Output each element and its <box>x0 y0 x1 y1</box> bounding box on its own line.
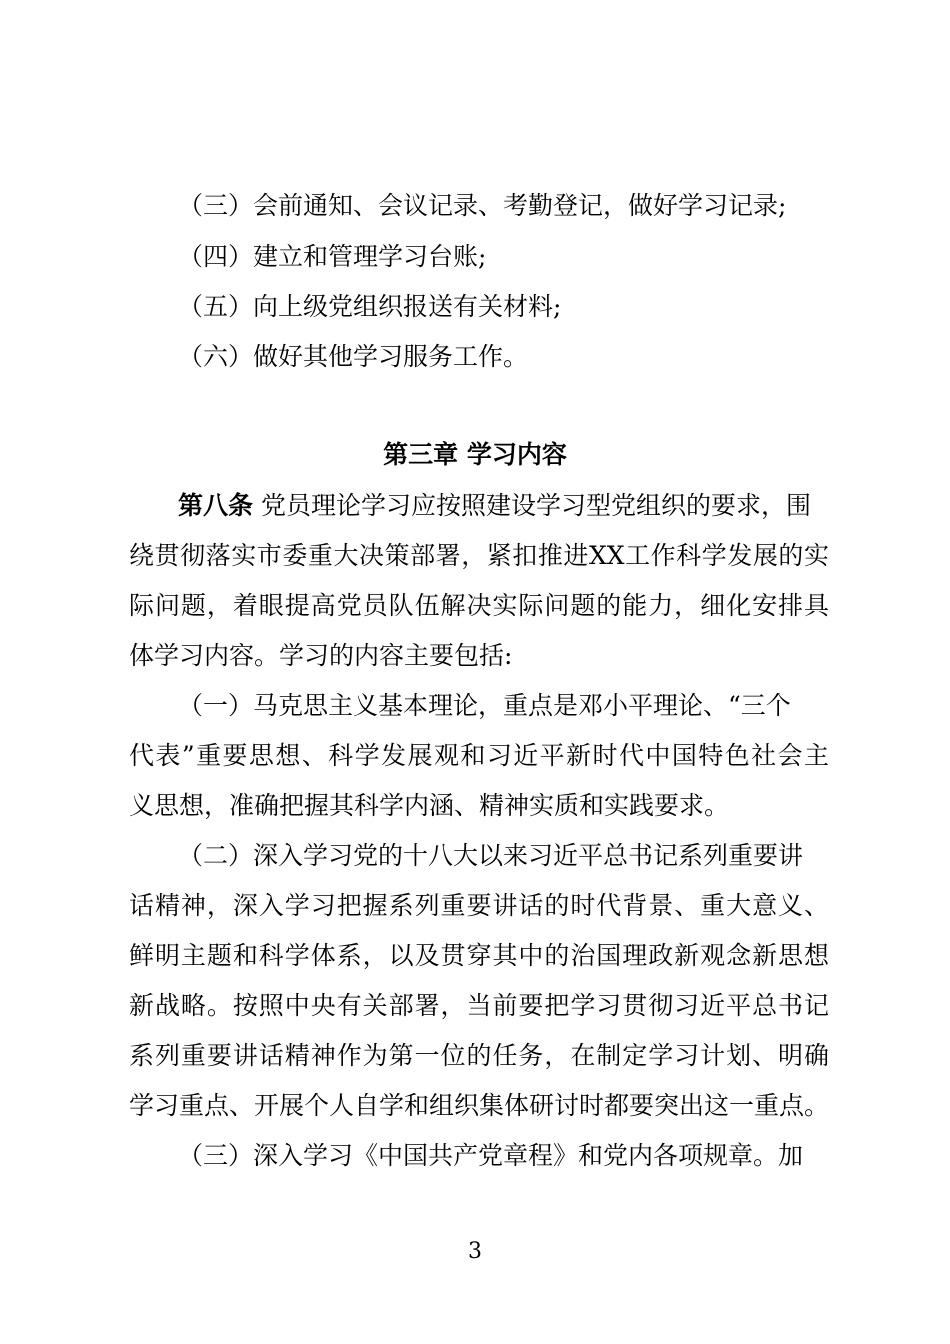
item-2-line: 鲜明主题和科学体系，以及贯穿其中的治国理政新观念新思想 <box>129 941 829 970</box>
article-8-line: 绕贯彻落实市委重大决策部署，紧扣推进XX工作科学发展的实 <box>129 541 829 570</box>
list-item-3: （三）会前通知、会议记录、考勤登记，做好学习记录; <box>178 191 787 220</box>
item-1-line: 代表”重要思想、科学发展观和习近平新时代中国特色社会主 <box>129 741 829 770</box>
article-8-line: 体学习内容。学习的内容主要包括: <box>129 641 513 670</box>
list-item-6: （六）做好其他学习服务工作。 <box>178 342 529 371</box>
item-2-line: 话精神，深入学习把握系列重要讲话的时代背景、重大意义、 <box>129 891 829 920</box>
article-8-first-line <box>178 486 811 526</box>
item-1-line: 义思想，准确把握其科学内涵、精神实质和实践要求。 <box>129 791 730 820</box>
page-number: 3 <box>468 1239 482 1264</box>
item-2-line: 学习重点、开展个人自学和组织集体研讨时都要突出这一重点。 <box>129 1091 830 1120</box>
article-8-line: 际问题，着眼提高党员队伍解决实际问题的能力，细化安排具 <box>129 591 829 620</box>
chapter-title: 第三章 学习内容 <box>383 440 567 469</box>
item-2-line: 新战略。按照中央有关部署，当前要把学习贯彻习近平总书记 <box>129 991 829 1020</box>
list-item-5: （五）向上级党组织报送有关材料; <box>178 292 562 321</box>
article-8-label: 第八条 <box>178 491 254 520</box>
item-1-first-line: （一）马克思主义基本理论，重点是邓小平理论、“三个 <box>178 691 791 720</box>
list-item-4: （四）建立和管理学习台账; <box>178 242 487 271</box>
item-2-first-line: （二）深入学习党的十八大以来习近平总书记系列重要讲 <box>178 841 804 870</box>
article-8-text: 党员理论学习应按照建设学习型党组织的要求，围 <box>253 491 811 520</box>
item-3-first-line: （三）深入学习《中国共产党章程》和党内各项规章。加 <box>178 1141 804 1170</box>
item-2-line: 系列重要讲话精神作为第一位的任务，在制定学习计划、明确 <box>129 1041 829 1070</box>
